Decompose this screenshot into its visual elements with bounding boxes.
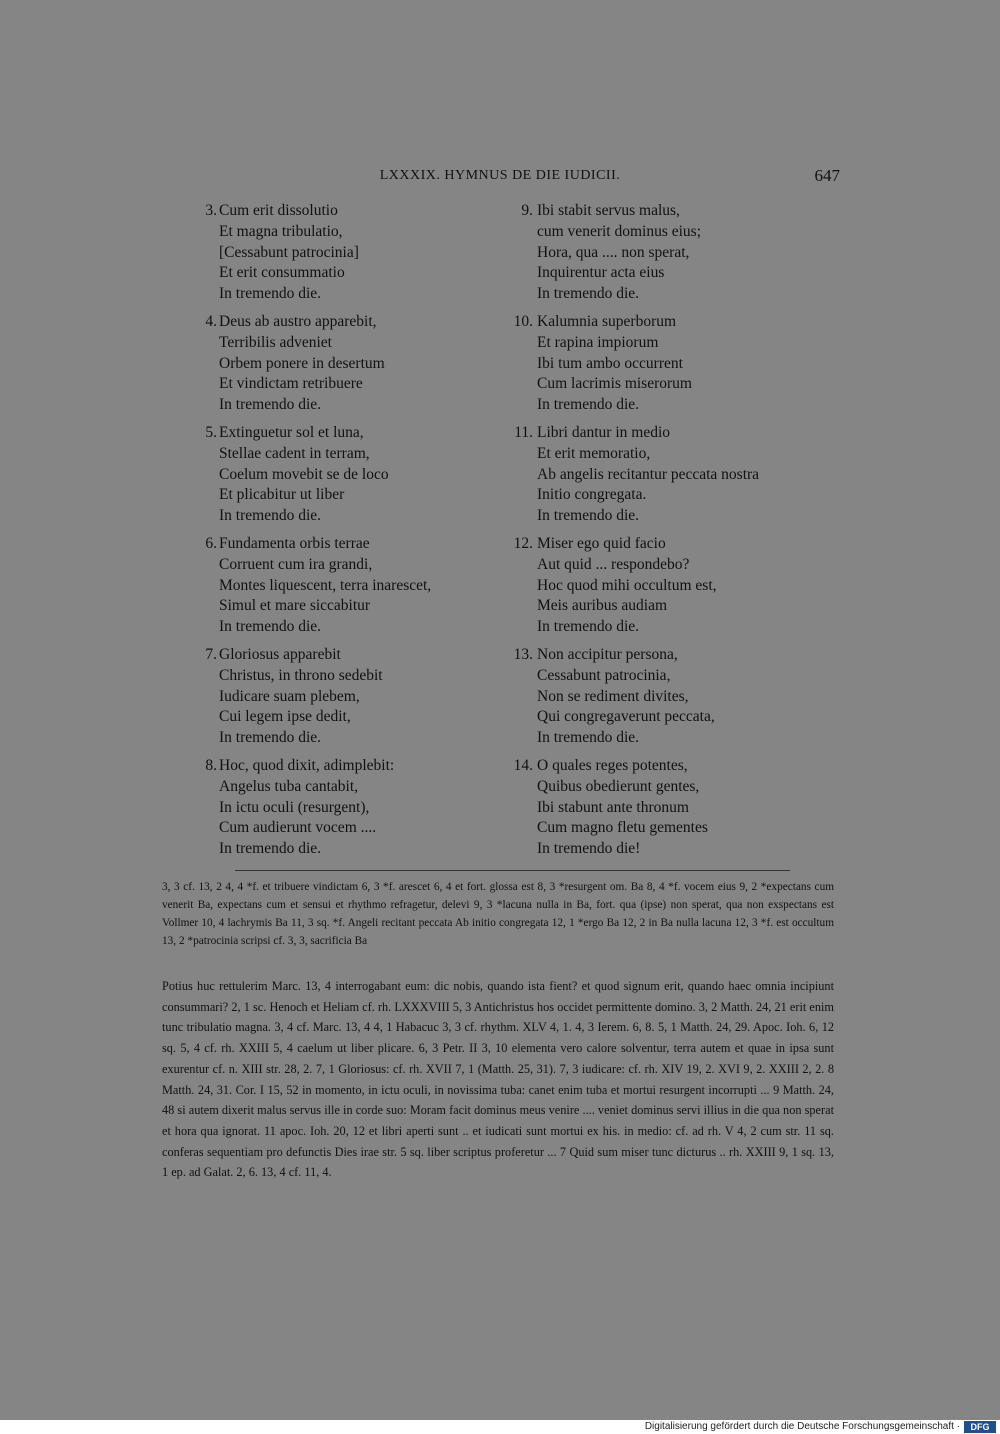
verse-line: In ictu oculi (resurgent), bbox=[219, 798, 370, 816]
stanza-lines bbox=[537, 534, 717, 638]
verse-line: Meis auribus audiam bbox=[537, 597, 668, 615]
verse-line: Cum audierunt vocem .... bbox=[219, 819, 377, 837]
verse-line: Deus ab austro apparebit, bbox=[219, 313, 377, 330]
verse-line: Simul et mare siccabitur bbox=[219, 597, 371, 615]
page-number: 647 bbox=[814, 166, 840, 185]
verse-line: Extinguetur sol et luna, bbox=[219, 424, 364, 441]
commentary-notes bbox=[162, 976, 834, 1183]
verse-line: O quales reges potentes, bbox=[537, 757, 688, 774]
critical-apparatus bbox=[162, 878, 834, 950]
verse-line: In tremendo die. bbox=[537, 729, 640, 747]
verse-line: In tremendo die! bbox=[537, 840, 641, 858]
verse-line: Ibi tum ambo occurrent bbox=[537, 354, 683, 372]
footnote-divider bbox=[235, 870, 790, 871]
verse-line: Hoc, quod dixit, adimplebit: bbox=[219, 757, 395, 774]
verse-line: Et vindictam retribuere bbox=[219, 375, 363, 393]
stanza-lines bbox=[219, 423, 389, 527]
stanza-number: 4. bbox=[205, 313, 217, 330]
verse-line: [Cessabunt patrocinia] bbox=[219, 243, 359, 261]
verse-line: Et plicabitur ut liber bbox=[219, 486, 345, 504]
verse-line: Et magna tribulatio, bbox=[219, 222, 343, 240]
verse-line: Montes liquescent, terra inarescet, bbox=[219, 576, 432, 594]
stanza-number: 13. bbox=[513, 646, 533, 663]
verse-line: Angelus tuba cantabit, bbox=[219, 777, 359, 795]
verse-line: Qui congregaverunt peccata, bbox=[537, 708, 715, 726]
stanza-number: 3. bbox=[205, 202, 217, 219]
verse-line: In tremendo die. bbox=[219, 507, 322, 525]
stanza-number: 9. bbox=[521, 202, 533, 219]
verse-line: Cum erit dissolutio bbox=[219, 202, 338, 219]
stanza-number: 12. bbox=[513, 535, 533, 552]
stanza-lines bbox=[537, 756, 708, 860]
verse-line: Aut quid ... respondebo? bbox=[537, 555, 690, 573]
verse-line: Non se rediment divites, bbox=[537, 687, 689, 705]
digitization-footer bbox=[0, 1420, 1000, 1434]
stanza-lines bbox=[219, 201, 359, 305]
dfg-logo: DFG bbox=[964, 1421, 996, 1433]
verse-line: Non accipitur persona, bbox=[537, 646, 678, 663]
stanza-lines bbox=[537, 201, 701, 305]
verse-line: In tremendo die. bbox=[219, 729, 322, 747]
verse-line: Ab angelis recitantur peccata nostra bbox=[537, 465, 760, 483]
commentary-text: Potius huc rettulerim Marc. 13, 4 interrogabant eum: dic nobis, quando ista fient? et quod signum erit, quando haec omnia incipiunt consummari? 2, 1 sc. Henoch et Heliam cf. rh. LXXXVIII 5, 3 Antichristus hos occidet permittente domino. 3, 2 Matth. 24, 21 erit enim tunc tribulatio magna. 3, 4 cf. Marc. 13, 4 4, 1 Habacuc 3, 3 cf. rhythm. XLV 4, 1. 4, 3 Ierem. 6, 8. 5, 1 Matth. 24, 29. Apoc. Ioh. 6, 12 sq. 5, 4 cf. rh. XXIII 5, 4 caelum ut liber plicare. 6, 3 Petr. II 3, 10 elementa vero calore solventur, terra autem et quae in ipsa sunt exurentur cf. n. XIII str. 28, 2. 7, 1 Gloriosus: cf. rh. XVII 7, 1 (Matth. 25, 31). 7, 3 iudicare: cf. rh. XIV 19, 2. XVI 9, 2. XXIII 2, 2. 8 Matth. 24, 31. Cor. I 15, 52 in momento, in ictu oculi, in novissima tuba: canet enim tuba et mortui resurgent incorrupti ... 9 Matth. 24, 48 si autem dixerit malus servus ille in corde suo: Moram facit dominus meus venire .... veniet dominus servi illius in die qua non sperat et hora qua ignorat. 11 apoc. Ioh. 20, 12 et libri aperti sunt .. et iudicati sunt mortui ex his. in medio: cf. ad rh. V 4, 2 cum str. 11 sq. conferas sequentiam pro defunctis Dies irae str. 5 sq. liber scriptus proferetur ... 7 Quid sum miser tunc dicturus .. rh. XXIII 9, 1 sq. 13, 1 ep. ad Galat. 2, 6. 13, 4 cf. 11, 4. bbox=[162, 979, 834, 1180]
verse-line: Hoc quod mihi occultum est, bbox=[537, 576, 717, 594]
verse-line: Inquirentur acta eius bbox=[537, 264, 665, 282]
right-column bbox=[505, 201, 835, 867]
stanza bbox=[505, 645, 835, 756]
verse-line: Et erit consummatio bbox=[219, 264, 345, 282]
verse-line: Ibi stabit servus malus, bbox=[537, 202, 680, 219]
verse-line: In tremendo die. bbox=[537, 618, 640, 636]
verse-line: Cum lacrimis miserorum bbox=[537, 375, 692, 393]
verse-line: Stellae cadent in terram, bbox=[219, 444, 370, 462]
verse-line: In tremendo die. bbox=[537, 507, 640, 525]
stanza-lines bbox=[537, 645, 715, 749]
stanza-lines bbox=[537, 423, 759, 527]
verse-line: Cum magno fletu gementes bbox=[537, 819, 708, 837]
verse-line: In tremendo die. bbox=[219, 285, 322, 303]
stanza-lines bbox=[219, 312, 385, 416]
stanza-number: 7. bbox=[205, 646, 217, 663]
stanza bbox=[505, 756, 835, 867]
stanza-lines bbox=[219, 756, 394, 860]
stanza bbox=[505, 312, 835, 423]
stanza bbox=[505, 534, 835, 645]
footer-text: Digitalisierung gefördert durch die Deutsche Forschungsgemeinschaft · bbox=[644, 1421, 960, 1432]
verse-line: Hora, qua .... non sperat, bbox=[537, 243, 690, 261]
stanza-number: 10. bbox=[513, 313, 533, 330]
stanza bbox=[195, 534, 525, 645]
stanza bbox=[195, 312, 525, 423]
stanza bbox=[195, 201, 525, 312]
running-header bbox=[160, 166, 840, 190]
stanza-number: 11. bbox=[514, 424, 533, 441]
verse-line: Gloriosus apparebit bbox=[219, 646, 341, 663]
stanza bbox=[505, 201, 835, 312]
verse-line: Quibus obedierunt gentes, bbox=[537, 777, 700, 795]
verse-line: In tremendo die. bbox=[219, 840, 322, 858]
verse-line: Libri dantur in medio bbox=[537, 424, 671, 441]
stanza bbox=[195, 645, 525, 756]
stanza-number: 6. bbox=[205, 535, 217, 552]
verse-line: Et rapina impiorum bbox=[537, 333, 659, 351]
apparatus-text: 3, 3 cf. 13, 2 4, 4 *f. et tribuere vindictam 6, 3 *f. arescet 6, 4 et fort. glossa est 8, 3 *resurgent om. Ba 8, 4 *f. vocem eius 9, 2 *expectans cum venerit Ba, expectans cum et sensui et rhythmo refragetur, delevi 9, 3 *lacuna nulla in Ba, fort. qua (ipse) non sperat, qua non exspectans est Vollmer 10, 4 lachrymis Ba 11, 3 sq. *f. Angeli recitant peccata Ab initio congregata 12, 1 *ergo Ba 12, 2 in Ba nulla lacuna 12, 3 *f. est occultum 13, 2 *patrocinia scripsi cf. 3, 3, sacrificia Ba bbox=[162, 881, 834, 947]
verse-line: In tremendo die. bbox=[537, 285, 640, 303]
verse-line: cum venerit dominus eius; bbox=[537, 222, 702, 240]
stanza bbox=[195, 423, 525, 534]
verse-line: Cui legem ipse dedit, bbox=[219, 708, 351, 726]
verse-line: Corruent cum ira grandi, bbox=[219, 555, 373, 573]
stanza-lines bbox=[219, 534, 431, 638]
stanza-number: 5. bbox=[205, 424, 217, 441]
verse-line: In tremendo die. bbox=[219, 396, 322, 414]
stanza-lines bbox=[219, 645, 383, 749]
stanza-number: 8. bbox=[205, 757, 217, 774]
stanza bbox=[195, 756, 525, 867]
verse-line: Initio congregata. bbox=[537, 486, 647, 504]
left-column bbox=[195, 201, 525, 867]
verse-line: Christus, in throno sedebit bbox=[219, 666, 383, 684]
verse-line: Terribilis adveniet bbox=[219, 333, 332, 351]
verse-line: In tremendo die. bbox=[537, 396, 640, 414]
verse-line: Iudicare suam plebem, bbox=[219, 687, 360, 705]
verse-line: Ibi stabunt ante thronum bbox=[537, 798, 689, 816]
verse-line: In tremendo die. bbox=[219, 618, 322, 636]
verse-line: Et erit memoratio, bbox=[537, 444, 651, 462]
stanza-lines bbox=[537, 312, 692, 416]
stanza-number: 14. bbox=[513, 757, 533, 774]
verse-line: Miser ego quid facio bbox=[537, 535, 666, 552]
stanza bbox=[505, 423, 835, 534]
verse-line: Fundamenta orbis terrae bbox=[219, 535, 370, 552]
page-title: LXXXIX. HYMNUS DE DIE IUDICII. bbox=[379, 168, 621, 183]
verse-line: Orbem ponere in desertum bbox=[219, 354, 385, 372]
verse-line: Kalumnia superborum bbox=[537, 313, 677, 330]
verse-line: Coelum movebit se de loco bbox=[219, 465, 389, 483]
verse-line: Cessabunt patrocinia, bbox=[537, 666, 671, 684]
